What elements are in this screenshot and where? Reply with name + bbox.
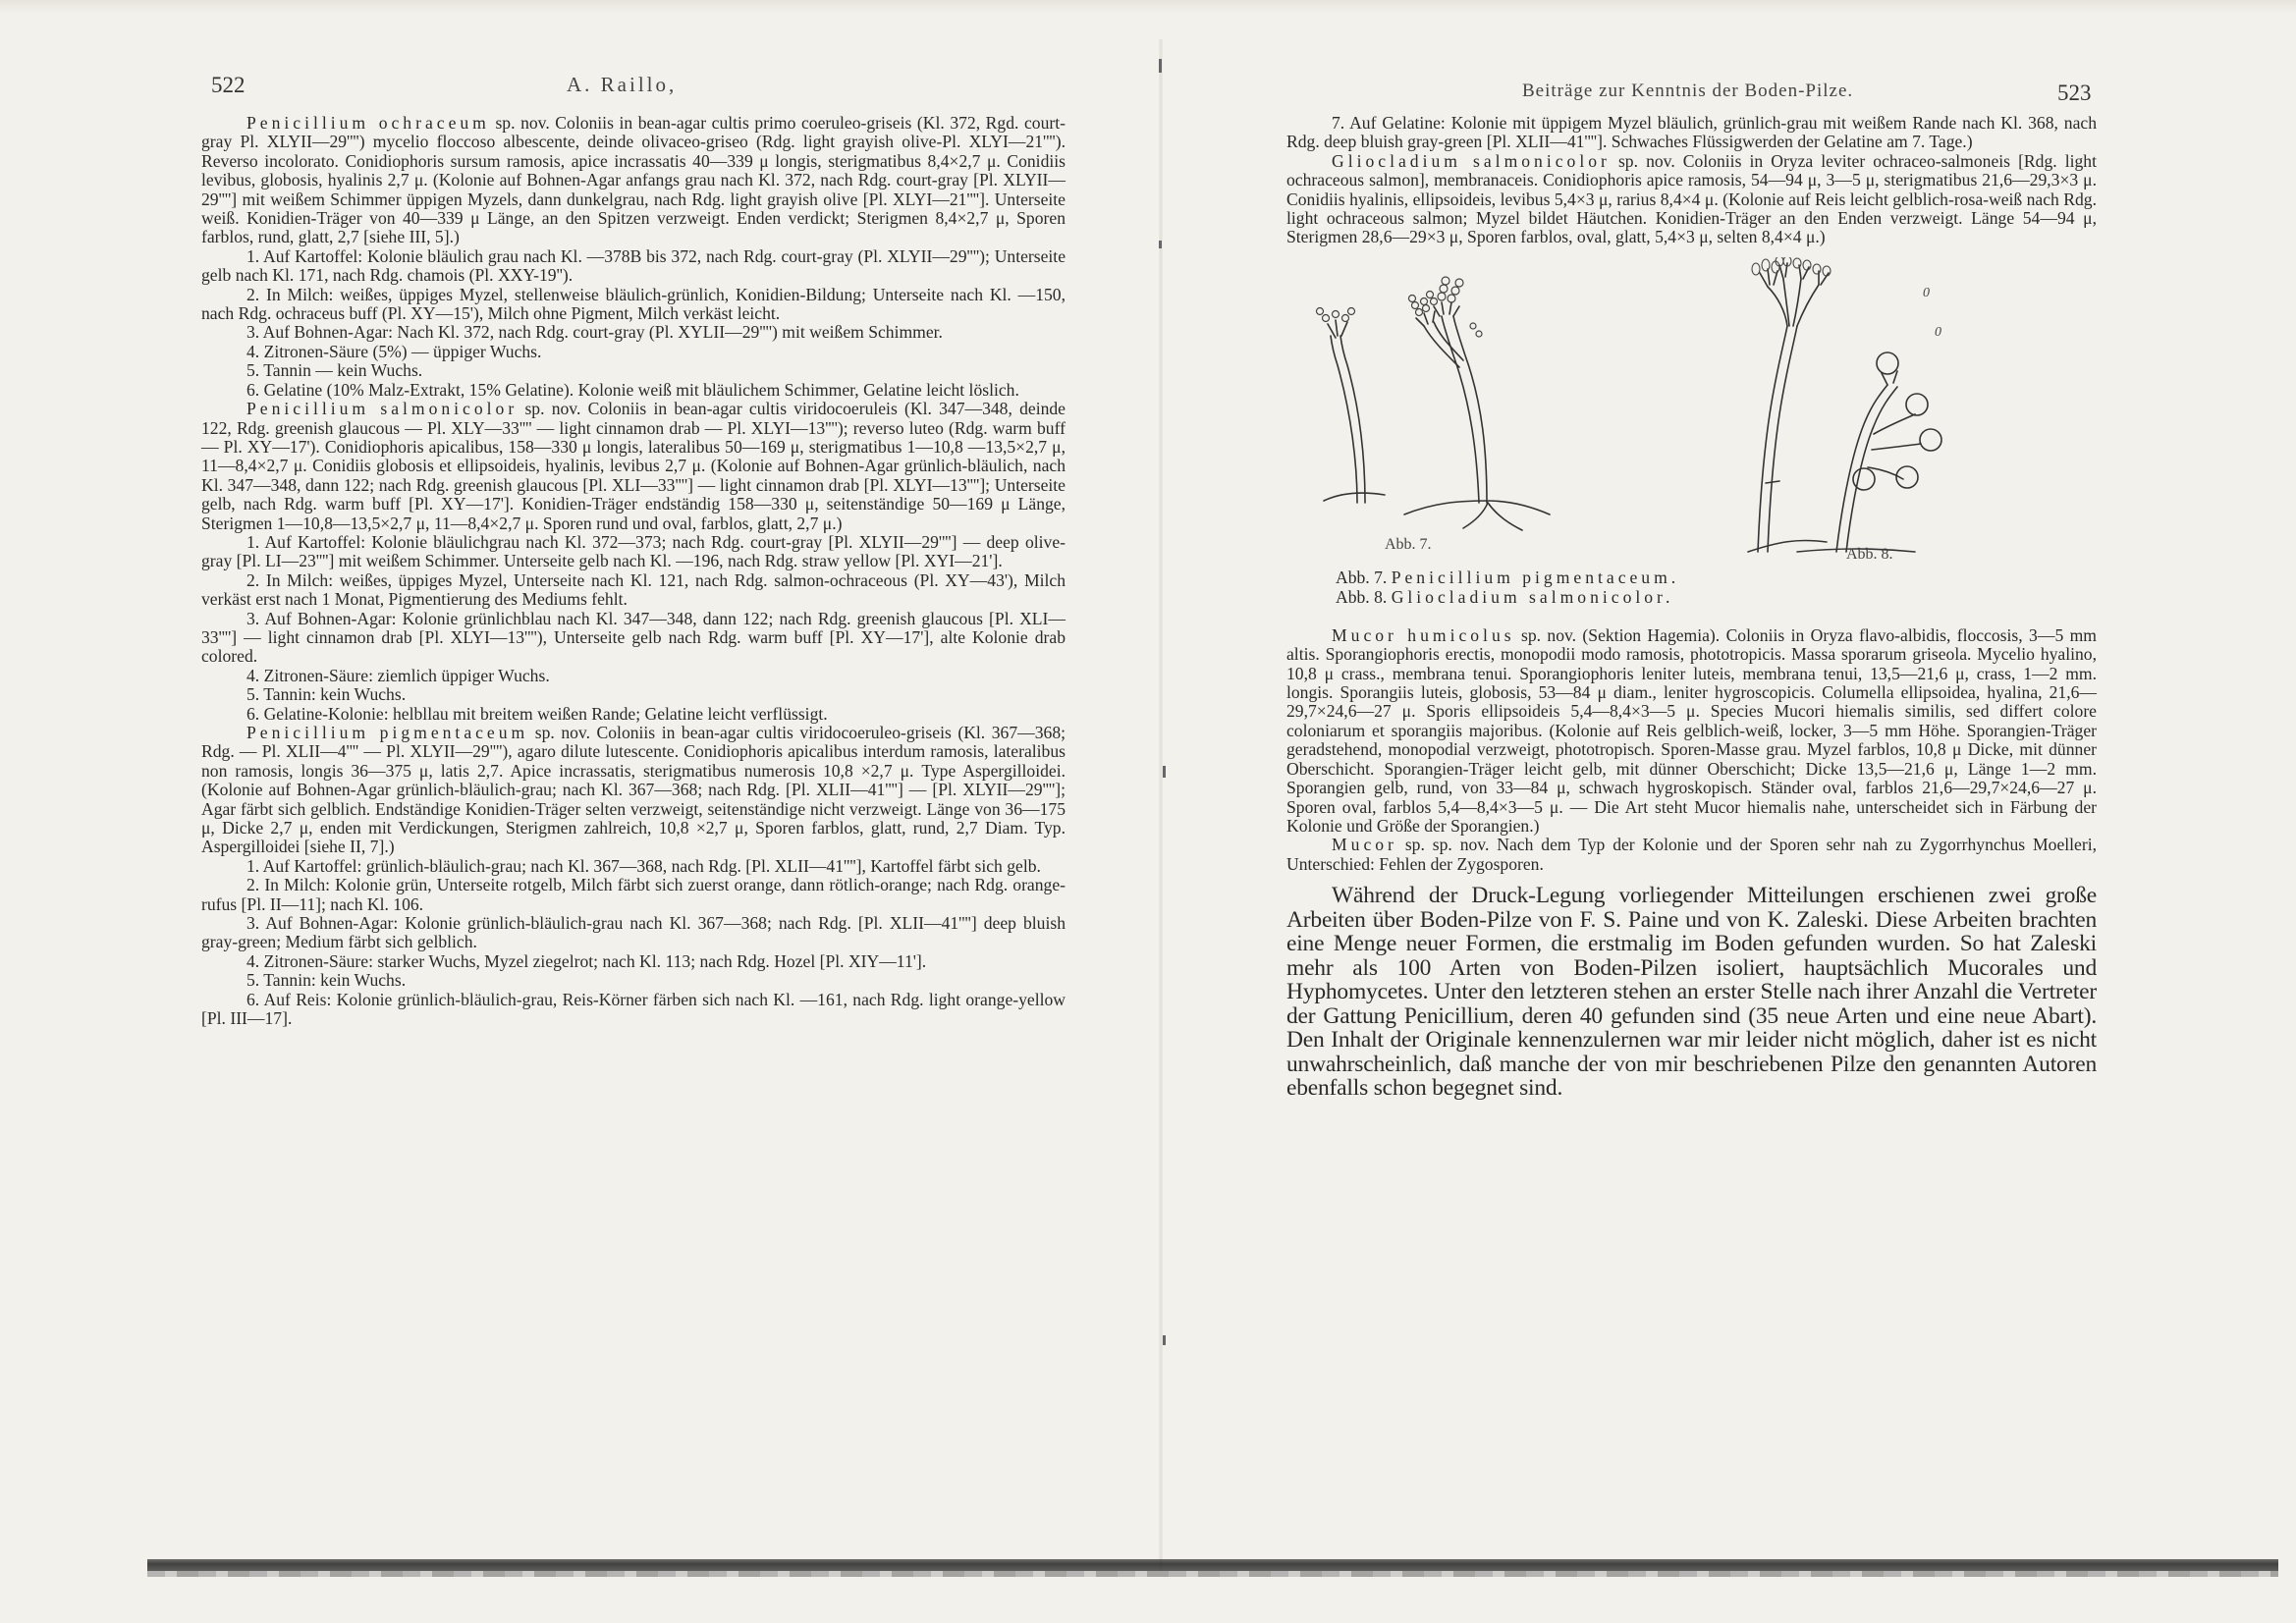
- right-running-head: [1286, 59, 2097, 114]
- paragraph-text: 5. Tannin: kein Wuchs.: [246, 970, 407, 991]
- species-paragraph: [1286, 626, 2097, 836]
- gutter-mark: [1159, 241, 1162, 248]
- species-name: Penicillium pigmentaceum: [246, 723, 529, 742]
- paragraph-text: 4. Zitronen-Säure: starker Wuchs, Myzel ziegelrot; nach Kl. 113; nach Rdg. Hozel [Pl. XIY—11'].: [246, 950, 927, 971]
- species-name: Mucor humicolus: [1332, 624, 1515, 645]
- paragraph-text: 6. Gelatine-Kolonie: helbllau mit breitem weißen Rande; Gelatine leicht verflüssigt.: [246, 703, 828, 724]
- paragraph-text: 3. Auf Bohnen-Agar: Nach Kl. 372, nach Rdg. court-gray (Pl. XYLII—29'''') mit weißem Schimmer.: [246, 322, 943, 343]
- culture-paragraph: [201, 857, 1066, 876]
- gutter-mark: [1159, 59, 1162, 73]
- culture-paragraph: [201, 876, 1066, 914]
- scan-bottom-edge: [147, 1559, 2278, 1571]
- left-running-head: [201, 59, 1066, 114]
- culture-paragraph: [201, 381, 1066, 400]
- caption-abb8: Abb. 8. Gliocladium salmonicolor.: [1336, 586, 1674, 607]
- culture-paragraph: [201, 571, 1066, 610]
- culture-paragraph: [201, 705, 1066, 724]
- paragraph-text: sp. nov. (Sektion Hagemia). Coloniis in Oryza flavo-albidis, floccosis, 3—5 mm altis. Sporangiophoris erectis, monopodii modo ramosis, phototropicis. Massa sporarum griseola. Mycelio hyalino, 10,8 μ crass., membrana tenui. Sporangiophoris leniter luteis, membrana tenui, 13,5—21,6 μ, crass, 1—2 mm. longis. Sporangiis luteis, globosis, 53—84 μ diam., leniter hygroscopicis. Columella ellipsoidea, hyalina, 21,6—29,7×24,6—27 μ. Sporis ellipsoideis 5,4—8,4×3—5 μ. Species Mucori hiemalis similis, sed differt colore coloniarum et sporangiis majoribus. (Kolonie auf Reis gelblich-weiß, locker, 3—5 mm Höhe. Sporangien-Träger geradstehend, monopodial verzweigt, phototropisch. Sporen-Masse grau. Myzel farblos, 10,8 μ Dicke, mit dünner Oberschicht. Sporangien-Träger leicht gelb, mit dünner Oberschicht; Dicke 13,5—21,6 μ, Länge 1—2 mm. Sporangien gelb, rund, von 33—84 μ, schwach hygroskopisch. Ständer oval, farblos 21,6—29,7×24,6—27 μ. Sporen oval, farblos 5,4—8,4×3—5 μ. — Die Art steht Mucor hiemalis nahe, unterscheidet sich in Färbung der Kolonie und Größe der Sporangien.): [1286, 624, 2097, 836]
- left-body-text: [201, 114, 1066, 1029]
- penicillium-drawing: [1324, 302, 1550, 530]
- svg-text:0: 0: [1923, 285, 1930, 300]
- caption-abb7: Abb. 7. Penicillium pigmentaceum.: [1336, 567, 1680, 587]
- paragraph-text: 7. Auf Gelatine: Kolonie mit üppigem Myzel bläulich, grünlich-grau mit weißem Rande nach Kl. 368, nach Rdg. deep bluish gray-green [Pl. XLII—41'''']. Schwaches Flüssigwerden der Gelatine am 7. Tage.): [1286, 113, 2097, 152]
- culture-paragraph: [1286, 114, 2097, 152]
- figure-label-abb7: Abb. 7.: [1385, 535, 1432, 553]
- species-paragraph: [201, 724, 1066, 857]
- species-paragraph: [201, 114, 1066, 247]
- svg-text:0: 0: [1935, 324, 1941, 340]
- gutter-mark: [1163, 766, 1166, 778]
- paragraph-text: 5. Tannin: kein Wuchs.: [246, 684, 407, 705]
- culture-paragraph: [201, 343, 1066, 361]
- culture-paragraph: [201, 533, 1066, 571]
- figure-abb-7-8: [1286, 257, 2097, 562]
- paragraph-text: sp. nov. Coloniis in bean-agar cultis viridocoeruleo-griseis (Kl. 367—368; Rdg. — Pl. XLII—4'''' — Pl. XLYII—29''''), agaro dilute lutescente. Conidiophoris apicalibus interdum ramosis, lateralibus non ramosis, longis 36—375 μ, latis 2,7. Apice incrassatis, sterigmatibus numerosis 10,8 ×2,7 μ. Type Aspergilloidei. (Kolonie auf Bohnen-Agar grünlich-bläulich-grau; nach Kl. 367—368; nach Rdg. [Pl. XLII—41''''] — [Pl. XLYII—29'''']; Agar färbt sich gelblich. Endständige Konidien-Träger selten verzweigt, seitenständige nicht verzweigt. Länge von 36—175 μ, Dicke 2,7 μ, enden mit Verdickungen, Sterigmen zahlreich, 10,8 ×2,7 μ, Sporen farblos, glatt, rund, 2,7 Diam. Typ. Aspergilloidei [siehe II, 7].): [201, 723, 1066, 857]
- species-name: Gliocladium salmonicolor: [1332, 150, 1611, 171]
- gliocladium-drawing: [1748, 263, 1941, 552]
- page-number-left: 522: [211, 73, 246, 97]
- paragraph-text: 3. Auf Bohnen-Agar: Kolonie grünlich-bläulich-grau nach Kl. 367—368; nach Rdg. [Pl. XLII—41''''] deep bluish gray-green; Medium färbt sich gelblich.: [201, 913, 1066, 952]
- paragraph-text: sp. nov. Coloniis in Oryza leviter ochraceo-salmoneis [Rdg. light ochraceous salmon], membranaceis. Conidiophoris apice ramosis, 54—94 μ, 3—5 μ, sterigmatibus 21,6—29,3×3 μ. Conidiis hyalinis, ellipsoideis, levibus 5,4×3 μ, rarius 8,4×4 μ. (Kolonie auf Reis leicht gelblich-rosa-weiß nach Rdg. light ochraceous salmon; Myzel bildet Häutchen. Konidien-Träger an den Enden verzweigt. Länge 54—94 μ, Sterigmen 28,6—29×3 μ, Sporen farblos, oval, glatt, 5,4×3 μ, selten 8,4×4 μ.): [1286, 150, 2097, 247]
- species-name: Mucor: [1332, 835, 1397, 855]
- paragraph-text: 5. Tannin — kein Wuchs.: [246, 360, 423, 381]
- running-head-title: Beiträge zur Kenntnis der Boden-Pilze.: [1522, 81, 1854, 101]
- species-name: Penicillium ochraceum: [246, 113, 490, 133]
- species-paragraph: [1286, 836, 2097, 874]
- paragraph-text: 1. Auf Kartoffel: Kolonie bläulichgrau nach Kl. 372—373; nach Rdg. court-gray [Pl. XLYII—29''''] — deep olive-gray [Pl. LI—23''''] mit weißem Schimmer. Unterseite gelb nach Kl. —196, nach Rdg. straw yellow [Pl. XYI—21'].: [201, 531, 1066, 571]
- scan-edge: [0, 0, 2296, 14]
- fungus-illustration: [1286, 257, 2097, 562]
- culture-paragraph: [201, 286, 1066, 324]
- page-number-right: 523: [2057, 81, 2092, 105]
- paragraph-text: 4. Zitronen-Säure (5%) — üppiger Wuchs.: [246, 341, 542, 361]
- culture-paragraph: [201, 667, 1066, 685]
- paragraph-text: 3. Auf Bohnen-Agar: Kolonie grünlichblau nach Kl. 347—348, dann 122; nach Rdg. greenish glaucous [Pl. XLI—33''''] — light cinnamon drab [Pl. XLYI—13''''), Unterseite gelb nach Rdg. warm buff [Pl. XY—17'], alte Kolonie drab colored.: [201, 608, 1066, 667]
- paragraph-text: 1. Auf Kartoffel: Kolonie bläulich grau nach Kl. —378B bis 372, nach Rdg. court-gray (Pl. XLYII—29''''); Unterseite gelb nach Kl. 171, nach Rdg. chamois (Pl. XXY-19'').: [201, 245, 1066, 286]
- culture-paragraph: [201, 685, 1066, 704]
- paragraph-text: sp. nov. Coloniis in bean-agar cultis viridocoeruleis (Kl. 347—348, deinde 122, Rdg. greenish glaucous — Pl. XLY—33'''' — light cinnamon drab — Pl. XLYI—13''''); reverso luteo (Rdg. warm buff — Pl. XY—17'). Conidiophoris apicalibus, 158—330 μ longis, lateralibus 50—169 μ, sterigmatibus 1—10,8 —13,5×2,7 μ, 11—8,4×2,7 μ. Conidiis globosis et ellipsoideis, hyalinis, levibus 2,7 μ. (Kolonie auf Bohnen-Agar grünlich-bläulich, nach Kl. 347—348, dann 122; nach Rdg. greenish glaucous [Pl. XLI—33''''] — light cinnamon drab [Pl. XLYI—13'''']; Unterseite gelb, nach Rdg. warm buff [Pl. XY—17']. Konidien-Träger endständig 158—330 μ, seitenständige 50—169 μ Länge, Sterigmen 1—10,8—13,5×2,7 μ, 11—8,4×2,7 μ. Sporen rund und oval, farblos, glatt, 2,7 μ.): [201, 399, 1066, 533]
- species-paragraph: [1286, 152, 2097, 247]
- figure-label-abb8: Abb. 8.: [1846, 545, 1893, 563]
- paragraph-text: 1. Auf Kartoffel: grünlich-bläulich-grau; nach Kl. 367—368, nach Rdg. [Pl. XLII—41''''], Kartoffel färbt sich gelb.: [246, 855, 1041, 876]
- paragraph-text: sp. sp. nov. Nach dem Typ der Kolonie und der Sporen sehr nah zu Zygorrhynchus Moelleri, Unterschied: Fehlen der Zygosporen.: [1286, 835, 2097, 874]
- culture-paragraph: [201, 323, 1066, 342]
- scan-bottom-edge-texture: [147, 1571, 2278, 1577]
- right-body-text-top: [1286, 114, 2097, 247]
- left-page: [201, 59, 1066, 1029]
- gutter-mark: [1163, 1335, 1166, 1345]
- culture-paragraph: [201, 610, 1066, 667]
- paragraph-text: 2. In Milch: Kolonie grün, Unterseite rotgelb, Milch färbt sich zuerst orange, dann rötlich-orange; nach Rdg. orange-rufus [Pl. II—11]; nach Kl. 106.: [201, 875, 1066, 914]
- culture-paragraph: [201, 361, 1066, 380]
- paragraph-text: sp. nov. Coloniis in bean-agar cultis primo coeruleo-griseis (Kl. 372, Rgd. court-gray Pl. XLYII—29'''') mycelio floccoso albescente, deinde olivaceo-griseo (Rdg. light grayish olive-Pl. XLYI—21''''). Reverso incolorato. Conidiophoris sursum ramosis, apice incrassatis 40—339 μ longis, sterigmatibus 8,4×2,7 μ. Conidiis levibus, globosis, hyalinis 2,7 μ. (Kolonie auf Bohnen-Agar anfangs grau nach Kl. 372, nach Rdg. court-gray [Pl. XLYII—29''''] mit weißem Schimmer üppigen Myzels, dann dunkelgrau, nach Rdg. light grayish olive [Pl. XLYI—21'''']. Unterseite weiß. Konidien-Träger von 40—339 μ Länge, an den Spitzen verzweigt. Enden verdickt; Sterigmen 8,4×2,7 μ, Sporen farblos, rund, glatt, 2,7 [siehe III, 5].): [201, 113, 1066, 247]
- right-body-text-bottom: [1286, 626, 2097, 874]
- right-page: [1286, 59, 2097, 1101]
- paragraph-text: 6. Gelatine (10% Malz-Extrakt, 15% Gelatine). Kolonie weiß mit bläulichem Schimmer, Gelatine leicht löslich.: [246, 379, 1019, 400]
- culture-paragraph: [201, 971, 1066, 990]
- running-head-author: A. Raillo,: [567, 73, 678, 96]
- closing-text: Während der Druck-Legung vorliegender Mitteilungen erschienen zwei große Arbeiten über Boden-Pilze von F. S. Paine und von K. Zaleski. Diese Arbeiten brachten eine Menge neuer Formen, die erstmalig im Boden gefunden wurden. So hat Zaleski mehr als 100 Arten von Boden-Pilzen isoliert, hauptsächlich Mucorales und Hyphomycetes. Unter den letzteren stehen an erster Stelle nach ihrer Anzahl die Vertreter der Gattung Penicillium, deren 40 gefunden sind (35 neue Arten und eine neue Abart). Den Inhalt der Originale kennenzulernen war mir leider nicht möglich, daher ist es nicht unwahrscheinlich, daß manche der von mir beschriebenen Pilze den genannten Autoren ebenfalls schon begegnet sind.: [1286, 883, 2097, 1102]
- paragraph-text: 2. In Milch: weißes, üppiges Myzel, Unterseite nach Kl. 121, nach Rdg. salmon-ochraceous (Pl. XY—43'), Milch verkäst erst nach 1 Monat, Pigmentierung des Mediums fehlt.: [201, 569, 1066, 610]
- paragraph-text: 4. Zitronen-Säure: ziemlich üppiger Wuchs.: [246, 665, 550, 685]
- closing-paragraph: [1286, 884, 2097, 1101]
- figure-caption: [1336, 568, 2097, 607]
- culture-paragraph: [201, 247, 1066, 286]
- culture-paragraph: [201, 952, 1066, 971]
- paragraph-text: 6. Auf Reis: Kolonie grünlich-bläulich-grau, Reis-Körner färben sich nach Kl. —161, nach Rdg. light orange-yellow [Pl. III—17].: [201, 989, 1066, 1029]
- paragraph-text: 2. In Milch: weißes, üppiges Myzel, stellenweise bläulich-grünlich, Konidien-Bildung; Unterseite nach Kl. —150, nach Rdg. ochraceus buff (Pl. XY—15'), Milch ohne Pigment, Milch verkäst leicht.: [201, 284, 1066, 324]
- species-paragraph: [201, 400, 1066, 533]
- species-name: Penicillium salmonicolor: [246, 399, 519, 419]
- culture-paragraph: [201, 914, 1066, 952]
- culture-paragraph: [201, 991, 1066, 1029]
